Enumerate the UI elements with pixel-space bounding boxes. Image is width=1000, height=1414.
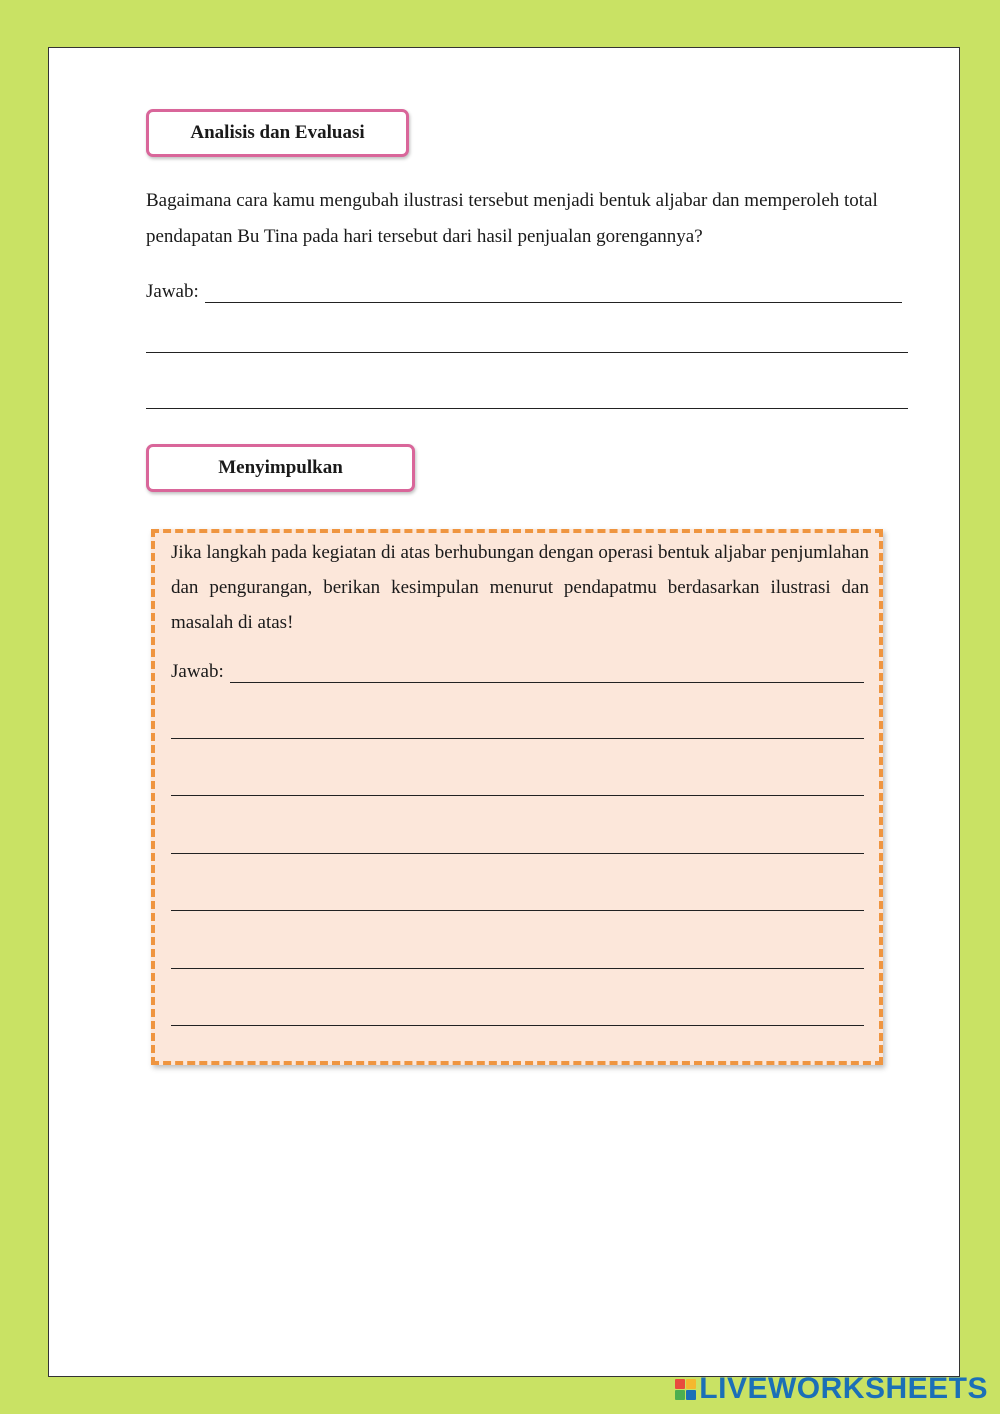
answer-line[interactable] <box>171 738 864 739</box>
question-line-1: Bagaimana cara kamu mengubah ilustrasi tersebut menjadi bentuk aljabar dan memperoleh total <box>146 190 878 211</box>
conclusion-prompt: Jika langkah pada kegiatan di atas berhubungan dengan operasi bentuk aljabar penjumlahan dan pengurangan, berikan kesimpulan menurut pendapatmu berdasarkan ilustrasi dan masalah di atas! <box>171 542 869 633</box>
section-heading-analysis <box>146 109 409 157</box>
section-heading-conclusion-label: Menyimpulkan <box>218 457 343 478</box>
conclusion-box <box>151 529 883 1065</box>
liveworksheets-logo-text: LIVEWORKSHEETS <box>699 1372 988 1405</box>
answer-line[interactable] <box>171 910 864 911</box>
answer-label: Jawab: <box>171 661 224 682</box>
worksheet-page <box>48 47 960 1377</box>
conclusion-answer-row[interactable] <box>171 661 864 683</box>
answer-line[interactable] <box>230 662 864 683</box>
question-line-2: pendapatan Bu Tina pada hari tersebut dari hasil penjualan gorengannya? <box>146 226 703 247</box>
answer-line[interactable] <box>146 408 908 409</box>
liveworksheets-logo-icon <box>675 1379 696 1400</box>
answer-line[interactable] <box>171 853 864 854</box>
answer-line[interactable] <box>171 968 864 969</box>
answer-row-1[interactable] <box>146 281 902 303</box>
answer-line[interactable] <box>205 282 902 303</box>
liveworksheets-logo[interactable] <box>675 1372 988 1406</box>
section-heading-analysis-label: Analisis dan Evaluasi <box>190 122 365 143</box>
answer-line[interactable] <box>171 795 864 796</box>
answer-line[interactable] <box>171 1025 864 1026</box>
answer-line[interactable] <box>146 352 908 353</box>
section-heading-conclusion <box>146 444 415 492</box>
answer-label: Jawab: <box>146 281 199 302</box>
